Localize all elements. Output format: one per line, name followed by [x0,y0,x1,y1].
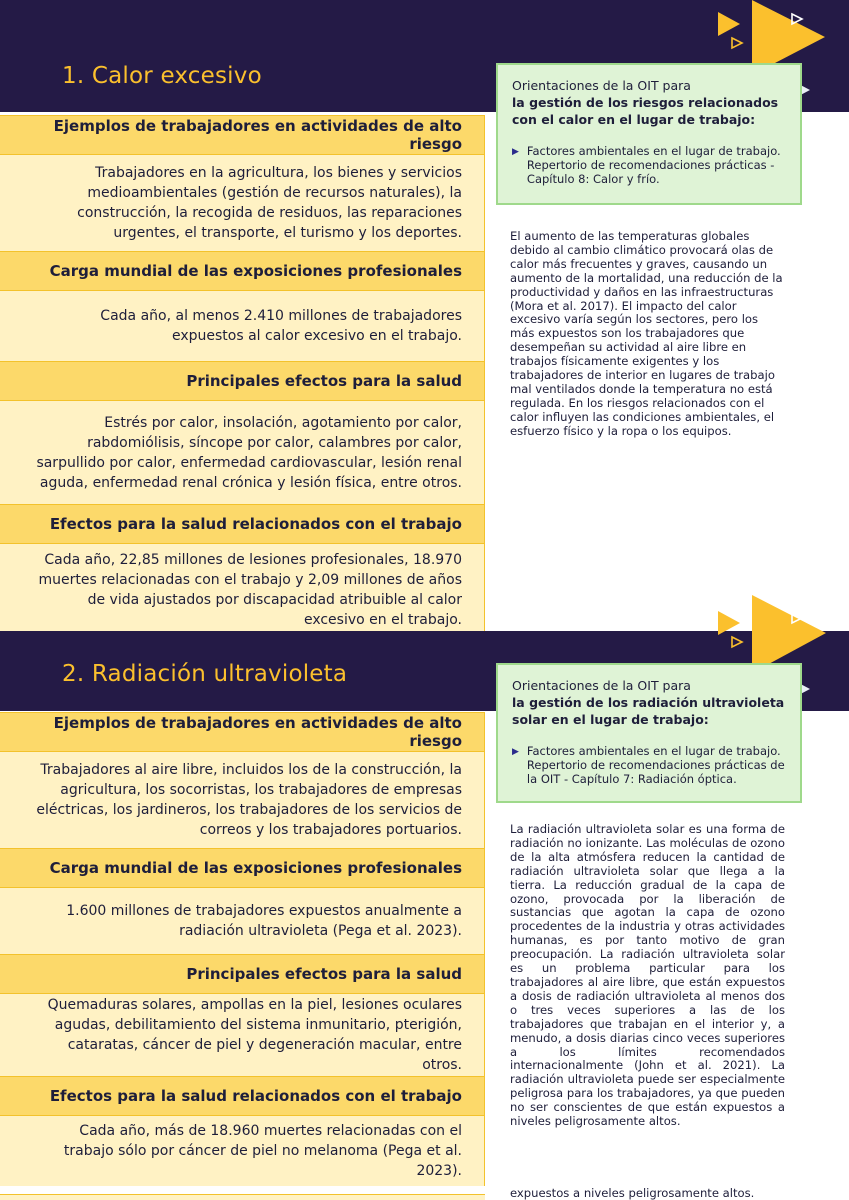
guidance-box [496,63,802,205]
guidance-list [512,744,786,786]
block-body: Trabajadores al aire libre, incluidos los de la construcción, la agricultura, los socorristas, los trabajadores de empresas eléctricas, los jardineros, los trabajadores de los servicios de correos y los trabajadores portuarios. [0,752,485,848]
outline-triangle-yellow [732,38,742,48]
large-yellow-triangle [752,595,826,673]
block-body: Cada año, 22,85 millones de lesiones profesionales, 18.970 muertes relacionadas con el trabajo y 2,09 millones de años de vida ajustados por discapacidad atribuible al calor excesivo en el trabajo. [0,544,485,636]
block-header: Efectos para la salud relacionados con el trabajo [0,1076,485,1116]
block-body: Quemaduras solares, ampollas en la piel, lesiones oculares agudas, debilitamiento del sistema inmunitario, pterigión, cataratas, cáncer de piel y degeneración macular, entre otros. [0,994,485,1076]
bullet-triangle-icon: ▶ [512,147,519,157]
bullet-triangle-icon: ▶ [512,747,519,757]
block-body: Estrés por calor, insolación, agotamiento por calor, rabdomiólisis, síncope por calor, calambres por calor, sarpullido por calor, enfermedad cardiovascular, lesión renal aguda, enfermedad renal crónica y lesión física, entre otros. [0,401,485,504]
block-header: Principales efectos para la salud [0,361,485,401]
clipped-text-line: expuestos a niveles peligrosamente altos. [510,1186,755,1200]
section-2-blocks [0,712,485,1186]
guidance-intro: Orientaciones de la OIT para [512,78,691,93]
section-1-blocks [0,115,485,636]
guidance-title: la gestión de los radiación ultravioleta solar en el lugar de trabajo: [512,695,785,727]
section-1-title: 1. Calor excesivo [62,63,262,89]
section-1-paragraph: El aumento de las temperaturas globales debido al cambio climático provocará olas de calor más frecuentes y graves, causando un aumento de la mortalidad, una reducción de la productividad y daños en las infraestructuras (Mora et al. 2017). El impacto del calor excesivo varía según los sectores, pero los más expuestos son los trabajadores que desempeñan su actividad al aire libre en trabajos físicamente exigentes y los trabajadores de interior en lugares de trabajo mal ventilados donde la temperatura no está regulada. En los riesgos relacionados con el calor influyen las condiciones ambientales, el esfuerzo físico y la ropa o los equipos. [510,229,783,438]
block-body: Cada año, más de 18.960 muertes relacionadas con el trabajo sólo por cáncer de piel no melanoma (Pega et al. 2023). [0,1116,485,1186]
section-2-title: 2. Radiación ultravioleta [62,661,348,687]
block-body: Trabajadores en la agricultura, los bienes y servicios medioambientales (gestión de recursos naturales), la construcción, la recogida de residuos, las reparaciones urgentes, el transporte, el turismo y los deportes. [0,155,485,251]
guidance-intro: Orientaciones de la OIT para [512,678,691,693]
guidance-list [512,144,786,186]
block-header: Carga mundial de las exposiciones profesionales [0,848,485,888]
block-body: 1.600 millones de trabajadores expuestos anualmente a radiación ultravioleta (Pega et al. 2023). [0,888,485,954]
next-section-strip [0,1194,485,1200]
outline-triangle-white [792,14,802,24]
block-header: Carga mundial de las exposiciones profesionales [0,251,485,291]
guidance-link[interactable]: Factores ambientales en el lugar de trabajo. Repertorio de recomendaciones prácticas - Capítulo 8: Calor y frío. [526,144,781,186]
block-header: Principales efectos para la salud [0,954,485,994]
block-body: Cada año, al menos 2.410 millones de trabajadores expuestos al calor excesivo en el trabajo. [0,291,485,361]
guidance-link[interactable]: Factores ambientales en el lugar de trabajo. Repertorio de recomendaciones prácticas de la OIT - Capítulo 7: Radiación óptica. [526,744,785,786]
small-yellow-triangle [718,611,740,635]
section-2-paragraph: La radiación ultravioleta solar es una forma de radiación no ionizante. Las moléculas de ozono de la alta atmósfera reducen la cantidad de radiación ultravioleta solar que llega a la tierra. La reducción gradual de la capa de ozono, provocada por la liberación de sustancias que agotan la capa de ozono procedentes de la industria y otras actividades humanas, es por tanto motivo de gran preocupación. La radiación ultravioleta solar es un problema particular para los trabajadores al aire libre, que están expuestos a dosis de radiación ultravioleta al menos dos o tres veces superiores a las de los trabajadores que trabajan en el interior y, a menudo, a dosis diarias cinco veces superiores a los límites recomendados internacionalmente (John et al. 2021). La radiación ultravioleta puede ser especialmente peligrosa para los trabajadores, ya que pueden no ser conscientes de que están expuestos a niveles peligrosamente altos. [510,822,785,1129]
outline-triangle-yellow [732,637,742,647]
block-header: Efectos para la salud relacionados con el trabajo [0,504,485,544]
block-header: Ejemplos de trabajadores en actividades de alto riesgo [0,712,485,752]
small-yellow-triangle [718,12,740,36]
guidance-box [496,663,802,803]
guidance-title: la gestión de los riesgos relacionados con el calor en el lugar de trabajo: [512,95,779,127]
block-header: Ejemplos de trabajadores en actividades de alto riesgo [0,115,485,155]
